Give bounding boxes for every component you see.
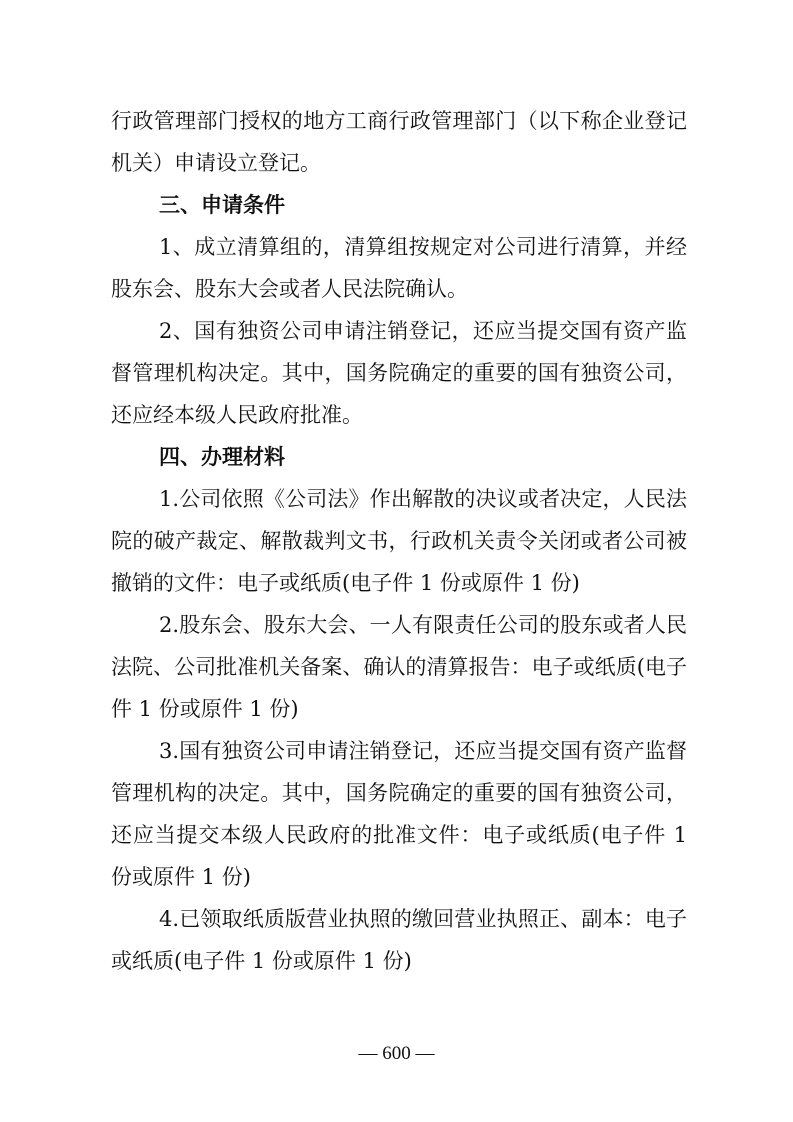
page-number: — 600 —	[358, 1043, 435, 1064]
material-item-2: 2.股东会、股东大会、一人有限责任公司的股东或者人民法院、公司批准机关备案、确认的清算报告：电子或纸质(电子件 1 份或原件 1 份)	[111, 613, 687, 721]
material-item-3: 3.国有独资公司申请注销登记，还应当提交国有资产监督管理机构的决定。其中，国务院确定的重要的国有独资公司，还应当提交本级人民政府的批准文件：电子或纸质(电子件 1 份或原件 1 份)	[111, 739, 687, 889]
paragraph-continuation: 行政管理部门授权的地方工商行政管理部门（以下称企业登记机关）申请设立登记。	[111, 109, 687, 175]
document-body	[111, 100, 687, 982]
condition-item-2: 2、国有独资公司申请注销登记，还应当提交国有资产监督管理机构决定。其中，国务院确定的重要的国有独资公司，还应经本级人民政府批准。	[111, 319, 687, 427]
section-heading-conditions: 三、申请条件	[159, 193, 285, 217]
material-item-1: 1.公司依照《公司法》作出解散的决议或者决定，人民法院的破产裁定、解散裁判文书，行政机关责令关闭或者公司被撤销的文件：电子或纸质(电子件 1 份或原件 1 份)	[111, 487, 687, 595]
section-heading-materials: 四、办理材料	[159, 445, 285, 469]
material-item-4: 4.已领取纸质版营业执照的缴回营业执照正、副本：电子或纸质(电子件 1 份或原件 1 份)	[111, 907, 687, 973]
condition-item-1: 1、成立清算组的，清算组按规定对公司进行清算，并经股东会、股东大会或者人民法院确认。	[111, 235, 687, 301]
